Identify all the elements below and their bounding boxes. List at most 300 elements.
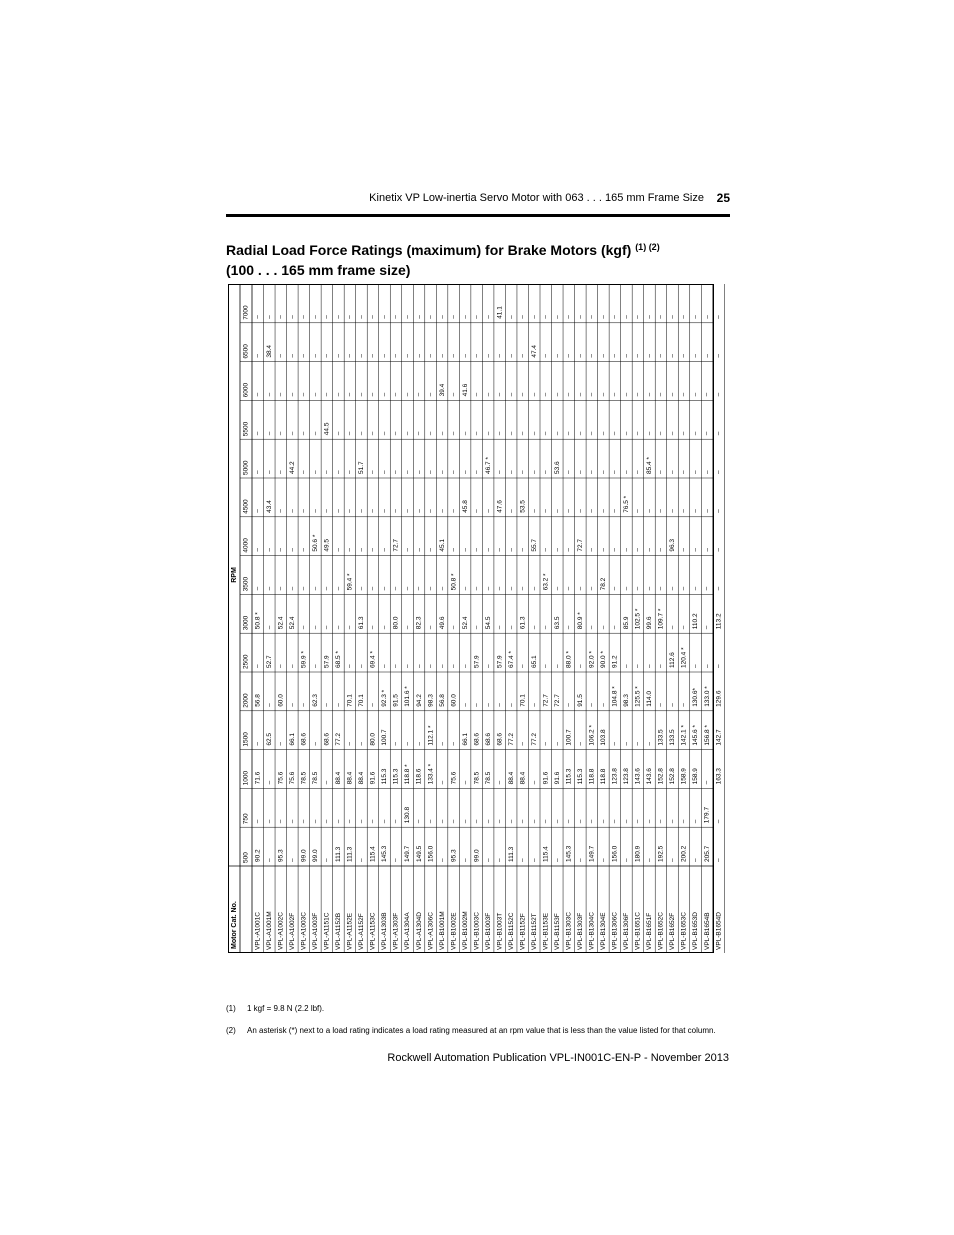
load-rating-cell: –: [577, 819, 585, 824]
load-rating-cell: –: [381, 625, 389, 630]
load-rating-cell: –: [381, 315, 389, 319]
load-rating-cell: –: [300, 819, 308, 824]
load-rating-cell: –: [335, 509, 343, 513]
load-rating-cell: –: [392, 819, 400, 824]
load-rating-cell: –: [692, 664, 700, 668]
load-rating-cell: –: [588, 315, 596, 319]
load-rating-cell: –: [634, 431, 642, 436]
rpm-column-header: 5500: [242, 421, 250, 437]
load-rating-cell: –: [692, 353, 700, 358]
load-rating-cell: 143.6: [634, 768, 642, 785]
motor-cat-number: VPL-A1001M: [265, 911, 273, 950]
load-rating-cell: 101.6 *: [404, 686, 412, 707]
load-rating-cell: 123.8: [611, 768, 619, 785]
load-rating-cell: 70.1: [346, 694, 354, 707]
load-rating-cell: 45.1: [438, 538, 446, 552]
load-rating-cell: 112.1 *: [427, 725, 435, 746]
load-rating-cell: –: [646, 315, 654, 319]
load-rating-cell: 72.7: [392, 538, 400, 552]
load-rating-cell: –: [461, 858, 469, 862]
load-rating-cell: –: [657, 353, 665, 358]
load-rating-cell: –: [680, 315, 688, 319]
load-rating-cell: –: [703, 586, 711, 591]
load-rating-cell: –: [450, 741, 458, 746]
load-rating-cell: –: [427, 431, 435, 436]
footnote-text: An asterisk (*) next to a load rating indicates a load rating measured at an rpm value that is less than the value listed for that column.: [247, 1026, 716, 1035]
load-rating-cell: –: [611, 431, 619, 436]
load-rating-cell: –: [577, 586, 585, 591]
motor-cat-number: VPL-B1652C: [657, 912, 665, 950]
motor-cat-number: VPL-A1002F: [289, 912, 297, 950]
load-rating-cell: –: [289, 547, 297, 552]
load-rating-cell: 68.6: [484, 732, 492, 746]
load-rating-cell: 44.5: [323, 422, 331, 436]
load-rating-cell: –: [404, 741, 412, 746]
load-rating-cell: –: [680, 625, 688, 630]
load-rating-cell: –: [450, 625, 458, 630]
load-rating-cell: –: [530, 431, 538, 436]
load-rating-cell: –: [369, 353, 377, 358]
load-rating-cell: –: [312, 664, 320, 668]
load-rating-cell: –: [680, 819, 688, 824]
load-rating-cell: –: [300, 703, 308, 707]
load-rating-cell: –: [669, 858, 677, 862]
load-rating-cell: –: [323, 586, 331, 591]
load-rating-cell: –: [415, 353, 423, 358]
load-rating-cell: –: [519, 470, 527, 474]
load-rating-cell: 68.5 *: [335, 651, 343, 668]
load-rating-cell: 78.5: [312, 771, 320, 785]
load-rating-cell: –: [542, 664, 550, 668]
load-rating-cell: –: [300, 509, 308, 513]
load-rating-cell: –: [461, 431, 469, 436]
load-rating-cell: –: [530, 470, 538, 474]
load-rating-cell: –: [369, 392, 377, 397]
section-title: [226, 237, 660, 280]
load-rating-cell: –: [473, 470, 481, 474]
load-rating-cell: –: [634, 470, 642, 474]
load-rating-cell: –: [277, 431, 285, 436]
load-rating-cell: –: [254, 509, 262, 513]
load-rating-cell: –: [588, 625, 596, 630]
load-rating-cell: –: [542, 431, 550, 436]
load-rating-cell: –: [312, 315, 320, 319]
load-rating-cell: 61.3: [519, 616, 527, 630]
page-header: [226, 192, 730, 210]
load-rating-cell: –: [496, 819, 504, 824]
load-rating-cell: –: [312, 470, 320, 474]
load-rating-cell: –: [703, 353, 711, 358]
load-rating-cell: –: [623, 858, 631, 862]
load-rating-cell: 61.3: [358, 616, 366, 630]
load-rating-cell: –: [323, 392, 331, 397]
motor-cat-number: VPL-B1002E: [450, 912, 458, 950]
load-rating-cell: –: [438, 664, 446, 668]
load-rating-cell: –: [542, 509, 550, 513]
load-rating-cell: –: [530, 392, 538, 397]
load-rating-cell: –: [600, 858, 608, 862]
load-rating-cell: –: [542, 547, 550, 552]
load-rating-cell: –: [530, 509, 538, 513]
load-rating-cell: –: [623, 547, 631, 552]
load-rating-cell: –: [519, 431, 527, 436]
load-rating-cell: 66.1: [461, 732, 469, 746]
load-rating-cell: –: [346, 431, 354, 436]
load-rating-cell: 88.0 *: [565, 651, 573, 668]
load-rating-cell: –: [715, 315, 723, 319]
footnote-text: 1 kgf = 9.8 N (2.2 lbf).: [247, 1004, 325, 1013]
load-rating-cell: 56.8: [438, 694, 446, 707]
load-rating-cell: –: [358, 858, 366, 862]
load-rating-cell: –: [312, 586, 320, 591]
motor-cat-number: VPL-B1002M: [461, 911, 469, 950]
load-rating-cell: 63.5: [553, 616, 561, 630]
load-rating-cell: 205.7: [703, 845, 711, 862]
load-rating-cell: –: [254, 392, 262, 397]
motor-cat-number: VPL-B1001M: [438, 911, 446, 950]
load-rating-cell: 50.8 *: [450, 573, 458, 591]
load-rating-cell: –: [358, 819, 366, 824]
load-rating-cell: –: [680, 431, 688, 436]
load-rating-cell: –: [392, 741, 400, 746]
load-rating-cell: –: [600, 703, 608, 707]
load-rating-cell: –: [553, 315, 561, 319]
motor-cat-number: VPL-B1003F: [484, 912, 492, 950]
load-rating-cell: –: [381, 819, 389, 824]
load-rating-cell: –: [300, 625, 308, 630]
load-rating-cell: 118.8: [600, 768, 608, 785]
motor-cat-number: VPL-B1003T: [496, 912, 504, 950]
load-rating-cell: –: [703, 470, 711, 474]
load-rating-cell: 71.6: [254, 771, 262, 785]
load-rating-cell: 115.4: [542, 846, 550, 862]
load-rating-cell: –: [600, 431, 608, 436]
motor-cat-number: VPL-B1152T: [530, 913, 538, 950]
load-rating-cell: –: [507, 703, 515, 707]
load-rating-cell: –: [623, 315, 631, 319]
load-rating-cell: –: [473, 586, 481, 591]
load-rating-cell: 38.4: [265, 344, 273, 358]
motor-cat-number: VPL-B1153F: [553, 913, 561, 950]
load-rating-cell: –: [289, 353, 297, 358]
load-rating-cell: –: [600, 819, 608, 824]
load-rating-cell: –: [530, 858, 538, 862]
load-rating-cell: –: [680, 353, 688, 358]
rpm-group-header: RPM: [230, 567, 238, 583]
load-rating-cell: 90.0 *: [600, 651, 608, 668]
load-rating-cell: –: [381, 431, 389, 436]
load-rating-cell: –: [634, 315, 642, 319]
load-rating-cell: –: [646, 431, 654, 436]
load-rating-cell: 111.3: [346, 846, 354, 862]
rpm-column-header: 1500: [242, 732, 250, 747]
load-rating-cell: –: [254, 315, 262, 319]
load-rating-cell: –: [577, 353, 585, 358]
load-rating-cell: –: [703, 431, 711, 436]
load-rating-cell: 65.1: [530, 655, 538, 668]
load-rating-cell: –: [415, 392, 423, 397]
load-rating-cell: –: [450, 470, 458, 474]
load-rating-cell: 46.7 *: [484, 457, 492, 474]
load-rating-cell: –: [577, 392, 585, 397]
load-rating-cell: 115.4: [369, 846, 377, 862]
load-rating-cell: –: [335, 703, 343, 707]
load-rating-cell: –: [611, 741, 619, 746]
load-rating-cell: –: [277, 470, 285, 474]
load-rating-cell: 143.6: [646, 768, 654, 785]
load-rating-cell: –: [496, 470, 504, 474]
load-rating-cell: –: [265, 819, 273, 824]
load-rating-cell: –: [289, 858, 297, 862]
load-rating-cell: –: [450, 547, 458, 552]
load-rating-cell: –: [600, 509, 608, 513]
load-rating-cell: –: [346, 315, 354, 319]
load-rating-cell: –: [277, 509, 285, 513]
motor-cat-number: VPL-B1654B: [703, 912, 711, 950]
load-rating-cell: –: [461, 315, 469, 319]
load-rating-cell: 47.6: [496, 500, 504, 513]
load-rating-cell: –: [507, 819, 515, 824]
load-rating-cell: 130.8: [404, 806, 412, 824]
load-rating-cell: –: [623, 470, 631, 474]
load-rating-cell: 100.7: [565, 729, 573, 746]
load-rating-cell: –: [588, 703, 596, 707]
load-rating-cell: –: [415, 741, 423, 746]
load-rating-cell: –: [553, 509, 561, 513]
motor-cat-number: VPL-B1303C: [565, 912, 573, 950]
load-rating-cell: 158.9: [680, 768, 688, 785]
load-rating-cell: –: [600, 625, 608, 630]
load-rating-cell: 145.3: [381, 845, 389, 862]
load-rating-cell: –: [530, 819, 538, 824]
load-rating-cell: –: [542, 625, 550, 630]
load-rating-cell: –: [715, 392, 723, 397]
load-rating-cell: –: [404, 509, 412, 513]
load-rating-cell: –: [265, 703, 273, 707]
motor-cat-number: VPL-A1151C: [323, 912, 331, 950]
motor-cat-number: VPL-A1153C: [369, 912, 377, 950]
load-rating-cell: 88.4: [335, 771, 343, 785]
load-rating-cell: –: [530, 780, 538, 785]
load-rating-cell: 90.2: [254, 849, 262, 862]
load-rating-cell: –: [530, 315, 538, 319]
load-rating-cell: –: [265, 625, 273, 630]
load-rating-cell: 111.3: [335, 846, 343, 862]
load-rating-cell: 110.2: [692, 613, 700, 630]
load-rating-cell: –: [519, 741, 527, 746]
load-rating-cell: –: [438, 586, 446, 591]
load-rating-cell: –: [289, 392, 297, 397]
load-rating-cell: –: [692, 392, 700, 397]
load-rating-cell: 113.2: [715, 613, 723, 630]
motor-cat-number: VPL-B1651F: [646, 912, 654, 950]
load-rating-cell: –: [611, 470, 619, 474]
load-rating-cell: –: [588, 431, 596, 436]
load-rating-cell: –: [530, 625, 538, 630]
load-rating-cell: 91.2: [611, 655, 619, 668]
load-rating-cell: –: [484, 431, 492, 436]
load-rating-cell: –: [404, 392, 412, 397]
load-rating-cell: –: [646, 547, 654, 552]
load-rating-cell: –: [507, 315, 515, 319]
load-rating-cell: –: [369, 315, 377, 319]
load-rating-cell: –: [600, 315, 608, 319]
load-rating-cell: 156.8 *: [703, 724, 711, 746]
motor-cat-number: VPL-A1304A: [404, 912, 412, 950]
load-rating-cell: –: [392, 509, 400, 513]
load-rating-cell: –: [611, 509, 619, 513]
load-rating-cell: –: [496, 780, 504, 785]
motor-cat-number: VPL-B1304C: [588, 912, 596, 950]
load-rating-cell: –: [484, 664, 492, 668]
load-rating-cell: 118.6: [415, 768, 423, 785]
load-rating-cell: –: [277, 586, 285, 591]
load-rating-cell: –: [289, 315, 297, 319]
load-rating-cell: –: [565, 625, 573, 630]
load-rating-cell: –: [553, 858, 561, 862]
load-rating-cell: –: [692, 858, 700, 862]
load-rating-cell: –: [657, 470, 665, 474]
load-rating-cell: –: [369, 509, 377, 513]
load-rating-cell: 78.2: [600, 577, 608, 591]
load-rating-cell: 75.6: [289, 771, 297, 785]
load-rating-cell: –: [692, 819, 700, 824]
load-rating-cell: 115.3: [577, 768, 585, 785]
load-rating-cell: 114.0: [646, 691, 654, 707]
load-rating-cell: 152.8: [657, 768, 665, 785]
load-rating-cell: –: [450, 392, 458, 397]
load-rating-cell: –: [565, 703, 573, 707]
load-rating-cell: –: [565, 586, 573, 591]
load-rating-cell: –: [415, 819, 423, 824]
load-rating-cell: –: [657, 392, 665, 397]
title-refs: (1) (2): [635, 242, 660, 252]
load-rating-cell: 49.5: [323, 538, 331, 552]
load-rating-cell: –: [415, 664, 423, 668]
load-rating-cell: –: [669, 625, 677, 630]
load-rating-cell: –: [254, 431, 262, 436]
load-rating-cell: –: [577, 509, 585, 513]
load-rating-cell: –: [680, 586, 688, 591]
load-rating-cell: –: [600, 547, 608, 552]
rpm-column-header: 500: [242, 852, 250, 863]
load-rating-cell: –: [312, 625, 320, 630]
load-rating-cell: 60.0: [450, 694, 458, 707]
load-rating-cell: –: [312, 353, 320, 358]
load-rating-cell: –: [657, 586, 665, 591]
load-rating-cell: –: [265, 858, 273, 862]
load-rating-cell: –: [381, 664, 389, 668]
load-rating-cell: –: [519, 819, 527, 824]
load-rating-cell: –: [657, 819, 665, 824]
load-rating-cell: –: [415, 431, 423, 436]
load-rating-cell: –: [634, 664, 642, 668]
motor-cat-header: Motor Cat. No.: [230, 901, 238, 949]
load-rating-cell: 57.9: [323, 655, 331, 668]
load-rating-cell: –: [265, 586, 273, 591]
load-rating-cell: 52.7: [265, 655, 273, 668]
load-rating-cell: –: [265, 470, 273, 474]
load-rating-cell: 43.4: [265, 500, 273, 513]
publication-footer: Rockwell Automation Publication VPL-IN001C-EN-P - November 2013: [387, 1052, 729, 1064]
load-rating-cell: –: [680, 392, 688, 397]
load-rating-cell: –: [415, 586, 423, 591]
load-rating-cell: –: [553, 586, 561, 591]
load-rating-cell: –: [646, 353, 654, 358]
load-rating-cell: 120.4 *: [680, 647, 688, 668]
load-rating-cell: –: [680, 470, 688, 474]
load-rating-cell: –: [312, 509, 320, 513]
load-rating-cell: –: [669, 431, 677, 436]
load-rating-cell: 53.5: [519, 500, 527, 513]
load-rating-cell: –: [484, 586, 492, 591]
load-rating-cell: 80.0: [369, 732, 377, 746]
load-rating-cell: –: [381, 509, 389, 513]
load-rating-cell: –: [323, 470, 331, 474]
load-rating-cell: 47.4: [530, 344, 538, 358]
page-number: 25: [716, 191, 730, 205]
load-rating-cell: –: [715, 547, 723, 552]
load-rating-cell: 99.0: [300, 849, 308, 862]
load-rating-cell: 115.3: [565, 768, 573, 785]
motor-cat-number: VPL-A1303F: [392, 912, 400, 950]
load-rating-cell: 78.5: [300, 771, 308, 785]
load-rating-cell: 92.3 *: [381, 689, 389, 707]
load-rating-cell: –: [323, 625, 331, 630]
motor-cat-number: VPL-B1152F: [519, 913, 527, 950]
load-rating-cell: –: [289, 509, 297, 513]
load-rating-cell: –: [346, 819, 354, 824]
load-rating-cell: –: [300, 315, 308, 319]
load-rating-cell: –: [669, 353, 677, 358]
load-rating-cell: –: [369, 625, 377, 630]
load-rating-cell: 69.4 *: [369, 651, 377, 668]
load-rating-cell: –: [335, 392, 343, 397]
load-rating-cell: –: [381, 547, 389, 552]
load-rating-cell: 96.3: [669, 538, 677, 552]
load-rating-cell: –: [646, 858, 654, 862]
load-rating-cell: –: [346, 625, 354, 630]
load-rating-cell: 91.5: [577, 694, 585, 707]
load-rating-cell: –: [473, 819, 481, 824]
load-rating-cell: –: [565, 819, 573, 824]
load-rating-cell: 88.4: [507, 771, 515, 785]
load-rating-cell: –: [300, 470, 308, 474]
load-rating-cell: –: [611, 315, 619, 319]
load-rating-cell: –: [254, 586, 262, 591]
rpm-column-header: 5000: [242, 460, 250, 475]
load-rating-cell: –: [496, 431, 504, 436]
load-rating-cell: –: [335, 431, 343, 436]
load-rating-cell: –: [519, 353, 527, 358]
load-rating-cell: –: [427, 664, 435, 668]
load-rating-cell: –: [553, 819, 561, 824]
load-rating-cell: 78.5: [473, 771, 481, 785]
load-rating-cell: 77.2: [335, 732, 343, 746]
load-rating-cell: –: [588, 470, 596, 474]
load-rating-cell: –: [600, 353, 608, 358]
rpm-column-header: 6000: [242, 382, 250, 398]
load-rating-cell: –: [577, 741, 585, 746]
load-rating-cell: –: [553, 392, 561, 397]
load-rating-cell: 63.2 *: [542, 573, 550, 591]
load-rating-cell: –: [450, 431, 458, 436]
motor-cat-number: VPL-B1003C: [473, 912, 481, 950]
title-line1: Radial Load Force Ratings (maximum) for Brake Motors (kgf): [226, 242, 632, 258]
load-rating-cell: –: [415, 315, 423, 319]
load-rating-cell: –: [381, 470, 389, 474]
load-rating-cell: –: [692, 586, 700, 591]
